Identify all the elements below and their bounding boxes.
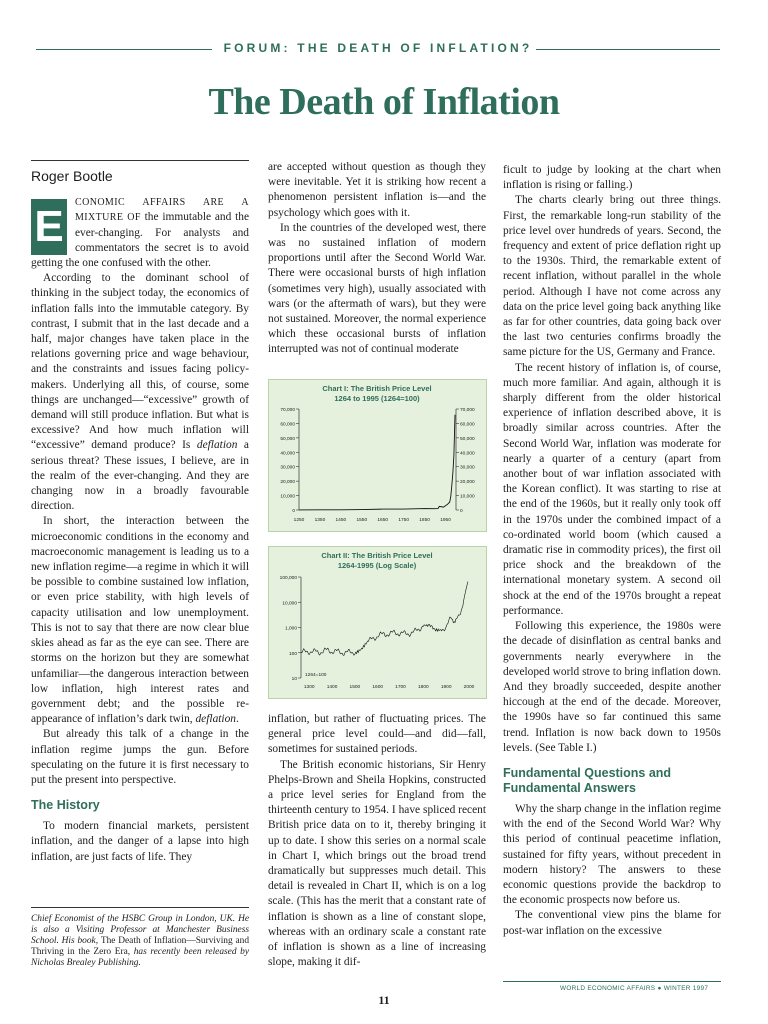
forum-rule-right: [536, 49, 720, 50]
paragraph: The conventional view pins the blame for post-war inflation on the excessive: [503, 909, 721, 937]
y-tick-label-left: 20,000: [280, 480, 295, 486]
footnote-text: has recently been released by Nicholas Brealey Publishing.: [31, 947, 249, 968]
text-run: .: [235, 713, 239, 726]
x-tick-label: 1250: [293, 518, 305, 523]
drop-cap: E: [31, 199, 67, 255]
chart-2: [268, 546, 487, 699]
paragraph: [31, 271, 249, 514]
y-tick-label: 100,000: [279, 576, 297, 581]
emphasis: deflation: [195, 713, 236, 726]
y-tick-label-left: 0: [292, 509, 295, 514]
x-tick-label: 1900: [440, 685, 452, 690]
text-run: According to the dominant school of thinking in the subject today, the economics of inflation falls into the immutable category. By contrast, I submit that in the last decade and a half, major changes have taken place in the relations governing price and wage behaviour, and the constraints and issues facing policy-makers. Underlying all this, of course, some things are unchanged—“excessive” growth of demand will still produce inflation. But what is excessive? And how much inflation will “excessive” demand produce? Is: [31, 272, 249, 452]
chart-1: [268, 379, 487, 532]
author-name: Roger Bootle: [31, 160, 249, 189]
y-tick-label-left: 40,000: [280, 451, 295, 457]
intro-paragraph: [31, 195, 249, 271]
y-tick-label-left: 70,000: [280, 408, 295, 413]
journal-name: WORLD ECONOMIC AFFAIRS: [560, 985, 656, 992]
y-tick-label-right: 10,000: [460, 494, 475, 500]
y-tick-label-left: 30,000: [280, 465, 295, 471]
text-run: a serious threat? These issues, I believe, are in the realm of the ever-changing. And they are changing now in a broadly favourable direction.: [31, 439, 249, 513]
y-tick-label: 100: [288, 651, 297, 657]
intro-rest: the immutable and the ever-changing. For analysts and commentators the secret is to avoid getting the one confused with the other.: [31, 211, 249, 270]
journal-issue: WINTER 1997: [663, 985, 709, 992]
column-1: [31, 160, 249, 865]
x-tick-label: 1450: [335, 518, 347, 523]
x-tick-label: 2000: [463, 685, 475, 690]
paragraph: The British economic historians, Sir Henry Phelps-Brown and Sheila Hopkins, constructed a price level series for England from the thirteenth century to 1954. I have spliced recent British price data on to it, thereby bringing it up to date. I show this series on a normal scale in Chart I, which brings out the broad trend dramatically but suppresses much detail. This detail is revealed in Chart II, which is on a log scale. (This has the merit that a constant rate of inflation is shown as a line of constant slope, whereas with an ordinary scale a constant rate of inflation is shown as a line of increasing slope, making it dif-: [268, 758, 486, 969]
paragraph: [31, 514, 249, 727]
paragraph: inflation, but rather of fluctuating prices. The general price level could—and did—fall, sometimes for sustained periods.: [268, 713, 486, 756]
column-2-lower: [268, 712, 486, 970]
y-tick-label-right: 0: [460, 509, 463, 514]
paragraph: Following this experience, the 1980s were the decade of disinflation as central banks and governments nearly everywhere in the developed world strove to bring inflation down. And they broadly succeeded, despite another hiccough at the end of the decade. Moreover, the 1990s have so far continued this same trend. Inflation is now back down to 1950s levels. (See Table I.): [503, 620, 721, 754]
bullet-icon: ●: [657, 985, 662, 992]
paragraph: are accepted without question as though they were inevitable. Yet it is striking how recent a phenomenon persistent inflation is—and the psychology which goes with it.: [268, 161, 486, 219]
paragraph: But already this talk of a change in the inflation regime jumps the gun. Before speculating on the future it is first necessary to put the present into perspective.: [31, 728, 249, 786]
page-number: 11: [378, 993, 390, 1007]
emphasis: deflation: [196, 439, 238, 452]
chart-subtitle: 1264 to 1995 (1264=100): [334, 394, 420, 403]
y-tick-label-right: 60,000: [460, 422, 475, 428]
y-tick-label-right: 50,000: [460, 436, 475, 442]
chart-title: Chart I: The British Price Level: [322, 384, 432, 393]
chart-subtitle: 1264-1995 (Log Scale): [337, 561, 417, 570]
x-tick-label: 1300: [303, 685, 315, 690]
x-tick-label: 1650: [377, 518, 389, 523]
chart-title: Chart II: The British Price Level: [321, 551, 433, 560]
article-title: The Death of Inflation: [208, 81, 560, 123]
chart-1-svg: [269, 380, 486, 531]
y-tick-label-left: 10,000: [280, 494, 295, 500]
section-heading-history: The History: [31, 798, 100, 813]
text-run: In short, the interaction between the microeconomic conditions in the economy and macroeconomic management is leading us to a new inflation regime—a regime in which it will be possible to combine sustained low inflation, or even price stability, with high levels of capacity utilisation and low unemployment. This is not to say that there are now clear blue skies ahead as far as the eye can see. There are storms on the horizon but they are somewhat unfamiliar—the dangerous interaction between low inflation, high interest rates and government debt; and the possible re-appearance of inflation’s dark twin,: [31, 515, 249, 726]
forum-label: FORUM: THE DEATH OF INFLATION?: [223, 41, 533, 55]
x-tick-label: 1700: [395, 685, 406, 690]
chart-annotation: 1264=100: [305, 673, 327, 678]
y-tick-label: 1,000: [284, 626, 297, 632]
x-tick-label: 1800: [418, 685, 429, 690]
paragraph: ficult to judge by looking at the chart when inflation is rising or falling.): [503, 164, 721, 192]
price-level-line: [301, 582, 468, 656]
footer-rule: [503, 981, 721, 982]
chart-2-svg: [269, 547, 486, 698]
x-tick-label: 1850: [419, 518, 430, 523]
paragraph: To modern financial markets, persistent inflation, and the danger of a lapse into high inflation, are just facts of life. They: [31, 820, 249, 863]
x-tick-label: 1600: [372, 685, 384, 690]
paragraph: The recent history of inflation is, of course, much more familiar. And again, although it is sharply different from the older historical experience of inflation described above, it is broadly similar across countries. After the Second World War, inflation was moderate for nearly a quarter of a century (apart from another bout of war inflation associated with the Korean conflict). It was starting to rise at the end of the 1960s, but it really only took off in the 1970s under the combined impact of a co-ordinated world boom (which caused a dramatic rise in commodity prices), the first oil price shock and the breakdown of the international monetary system. A second oil shock at the end of the 1970s brought a repeat performance.: [503, 361, 721, 617]
x-tick-label: 1750: [398, 518, 410, 523]
y-tick-label-left: 60,000: [280, 422, 295, 428]
paragraph: In the countries of the developed west, there was no sustained inflation of modern proportions until after the Second World War. There were occasional bursts of high inflation (sometimes very high), usually associated with wars (or the aftermath of wars), but they were not sustained. Moreover, the normal experience which these occasional bursts of inflation interrupted was not of continual moderate: [268, 221, 486, 356]
y-tick-label-right: 40,000: [460, 451, 475, 457]
y-tick-label-right: 30,000: [460, 465, 475, 471]
column-2: [268, 160, 486, 358]
intro-small-caps: CONOMIC AFFAIRS ARE A MIXTURE OF: [75, 197, 249, 224]
section-heading-fundamental: Fundamental Questions and Fundamental Answers: [503, 765, 672, 795]
y-tick-label: 10: [291, 677, 297, 682]
y-tick-label-right: 70,000: [460, 408, 475, 413]
x-tick-label: 1400: [326, 685, 338, 690]
y-tick-label-right: 20,000: [460, 480, 475, 486]
author-footnote: [31, 907, 249, 969]
book-title: The Death of Inflation—Surviving and Thriving in the Zero Era,: [31, 936, 250, 957]
forum-header: [36, 41, 720, 57]
footnote-text: Chief Economist of the HSBC Group in London, UK. He is also a Visiting Professor at Manchester Business School. His book,: [31, 914, 249, 946]
column-3: [503, 163, 721, 939]
x-tick-label: 1950: [440, 518, 451, 523]
price-level-line: [299, 415, 455, 510]
paragraph: Why the sharp change in the inflation regime with the end of the Second World War? Why this period of continual peacetime inflation, sustained for fifty years, without precedent in modern history? The answers to these economic questions provide the backdrop to the economic prospects now before us.: [503, 802, 721, 907]
y-tick-label-left: 50,000: [280, 436, 295, 442]
x-tick-label: 1350: [314, 518, 326, 523]
y-tick-label: 10,000: [282, 601, 297, 607]
paragraph: The charts clearly bring out three things. First, the remarkable long-run stability of the price level over hundreds of years. Second, the frequency and extent of price deflation right up to the 1930s. Third, the remarkable extent of recent inflation, without parallel in the whole period. Although I have not come across any data on the price level going back anything like as far for other countries, data going back over the last two centuries confirms broadly the same picture for the US, Germany and France.: [503, 194, 721, 359]
x-tick-label: 1500: [349, 685, 361, 690]
x-tick-label: 1550: [356, 518, 368, 523]
journal-footer: [560, 985, 708, 992]
